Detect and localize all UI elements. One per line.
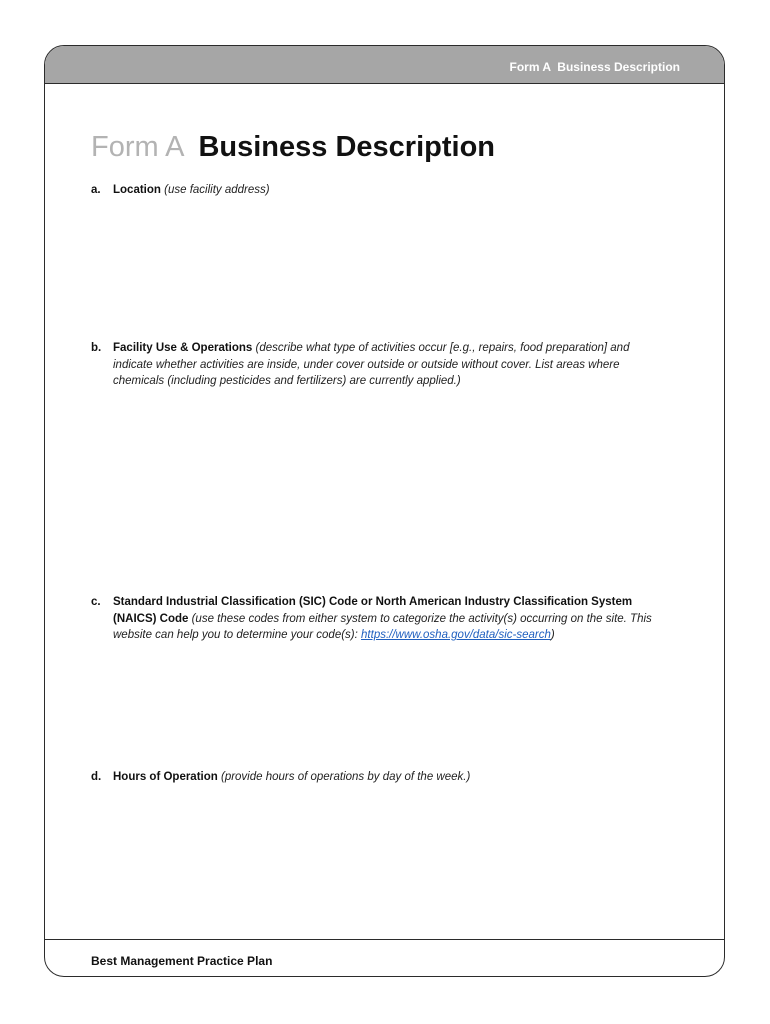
section-letter: a. <box>91 184 101 196</box>
section-hours-of-operation <box>91 769 671 786</box>
section-description: (describe what type of activities occur [e.g., repairs, food preparation] and indicate whether activities are inside, under cover outside or outside without cover. List areas where chemicals (including pesticides and fertilizers) are currently applied.) <box>113 342 630 387</box>
footer-title: Best Management Practice Plan <box>91 954 273 968</box>
section-description: (provide hours of operations by day of the week.) <box>220 771 471 783</box>
section-sic-naics-code <box>91 594 671 644</box>
section-description: (use these codes from either system to categorize the activity(s) occurring on the site. This website can help you to determine your code(s): <box>113 612 652 641</box>
page-title-main: Business Description <box>198 131 495 163</box>
header-bar <box>45 46 724 84</box>
page-title-prefix: Form A <box>91 131 185 163</box>
section-letter: c. <box>91 596 101 608</box>
footer-divider <box>45 939 724 940</box>
form-page-frame <box>44 45 725 977</box>
section-description: (use facility address) <box>164 184 270 196</box>
section-label: Facility Use & Operations <box>113 342 253 354</box>
running-header-title: Form A Business Description <box>509 60 680 74</box>
section-description-closing: ) <box>550 629 555 641</box>
page-title <box>91 129 495 165</box>
section-label: Location <box>113 184 161 196</box>
osha-sic-search-link[interactable]: https://www.osha.gov/data/sic-search <box>361 629 551 641</box>
section-letter: d. <box>91 771 102 783</box>
section-letter: b. <box>91 342 102 354</box>
section-label: Standard Industrial Classification (SIC) Code or North American Industry Classification System (NAICS) Code <box>113 596 633 625</box>
section-facility-use <box>91 340 671 390</box>
section-location <box>91 182 671 199</box>
section-label: Hours of Operation <box>113 771 218 783</box>
